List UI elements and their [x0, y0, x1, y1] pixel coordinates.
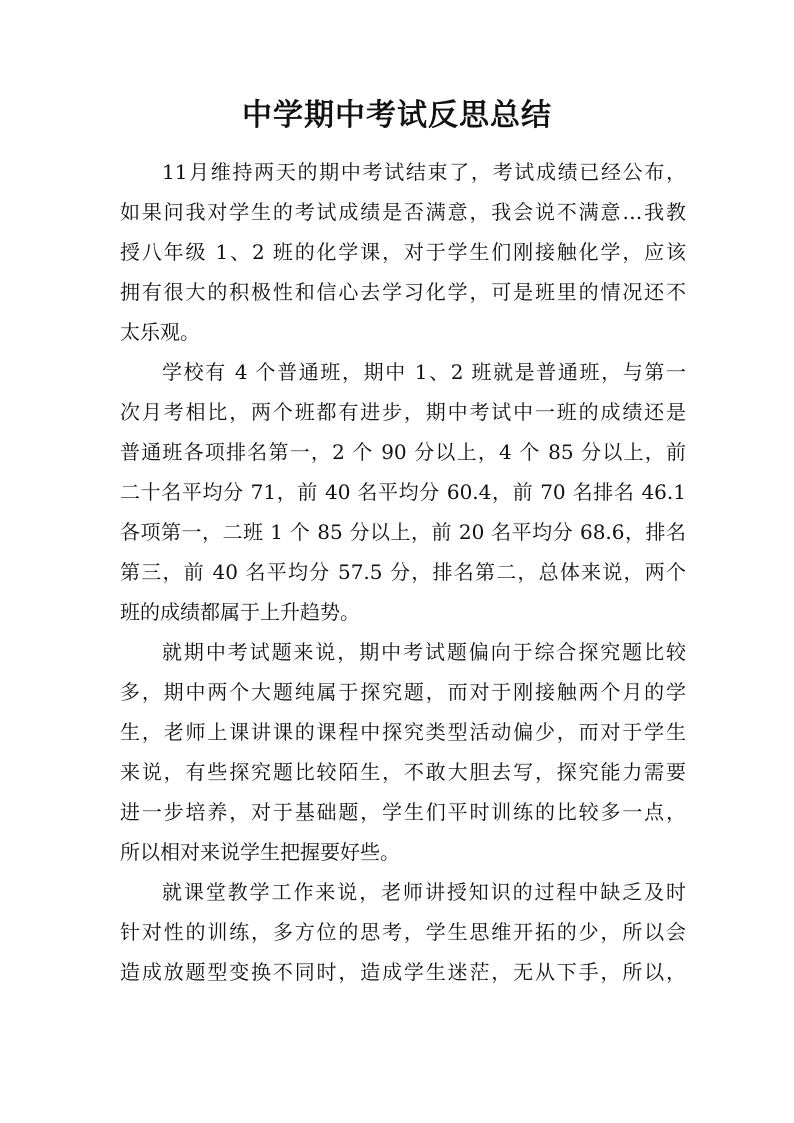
text-line: 多，期中两个大题纯属于探究题，而对于刚接触两个月的学 [120, 680, 686, 704]
paragraph-3 [120, 632, 686, 872]
text-line: 拥有很大的积极性和信心去学习化学，可是班里的情况还不 [120, 280, 686, 304]
text-line: 进一步培养，对于基础题，学生们平时训练的比较多一点， [120, 800, 686, 824]
text-line: 太乐观。 [120, 320, 200, 344]
text-line: 造成放题型变换不同时，造成学生迷茫，无从下手，所以， [120, 960, 686, 984]
document-title: 中学期中考试反思总结 [242, 98, 552, 133]
text-line: 普通班各项排名第一，2 个 90 分以上，4 个 85 分以上，前 [120, 440, 686, 464]
text-line: 11月维持两天的期中考试结束了，考试成绩已经公布， [162, 160, 686, 184]
text-line: 次月考相比，两个班都有进步，期中考试中一班的成绩还是 [120, 400, 686, 424]
text-line: 第三，前 40 名平均分 57.5 分，排名第二，总体来说，两个 [120, 560, 686, 584]
paragraph-2 [120, 352, 686, 632]
paragraph-1 [120, 152, 686, 352]
text-line: 如果问我对学生的考试成绩是否满意，我会说不满意…我教 [120, 200, 686, 224]
text-line: 就课堂教学工作来说，老师讲授知识的过程中缺乏及时 [162, 880, 686, 904]
text-line: 授八年级 1、2 班的化学课，对于学生们刚接触化学，应该 [120, 240, 686, 264]
text-line: 二十名平均分 71，前 40 名平均分 60.4，前 70 名排名 46.1 [120, 480, 686, 504]
text-line: 各项第一，二班 1 个 85 分以上，前 20 名平均分 68.6，排名 [120, 520, 686, 544]
text-line: 生，老师上课讲课的课程中探究类型活动偏少，而对于学生 [120, 720, 686, 744]
text-line: 针对性的训练，多方位的思考，学生思维开拓的少，所以会 [120, 920, 686, 944]
text-line: 学校有 4 个普通班，期中 1、2 班就是普通班，与第一 [162, 360, 686, 384]
text-line: 所以相对来说学生把握要好些。 [120, 840, 400, 864]
text-line: 来说，有些探究题比较陌生，不敢大胆去写，探究能力需要 [120, 760, 686, 784]
document-body [120, 152, 686, 992]
paragraph-4 [120, 872, 686, 992]
text-line: 就期中考试题来说，期中考试题偏向于综合探究题比较 [162, 640, 686, 664]
text-line: 班的成绩都属于上升趋势。 [120, 600, 360, 624]
